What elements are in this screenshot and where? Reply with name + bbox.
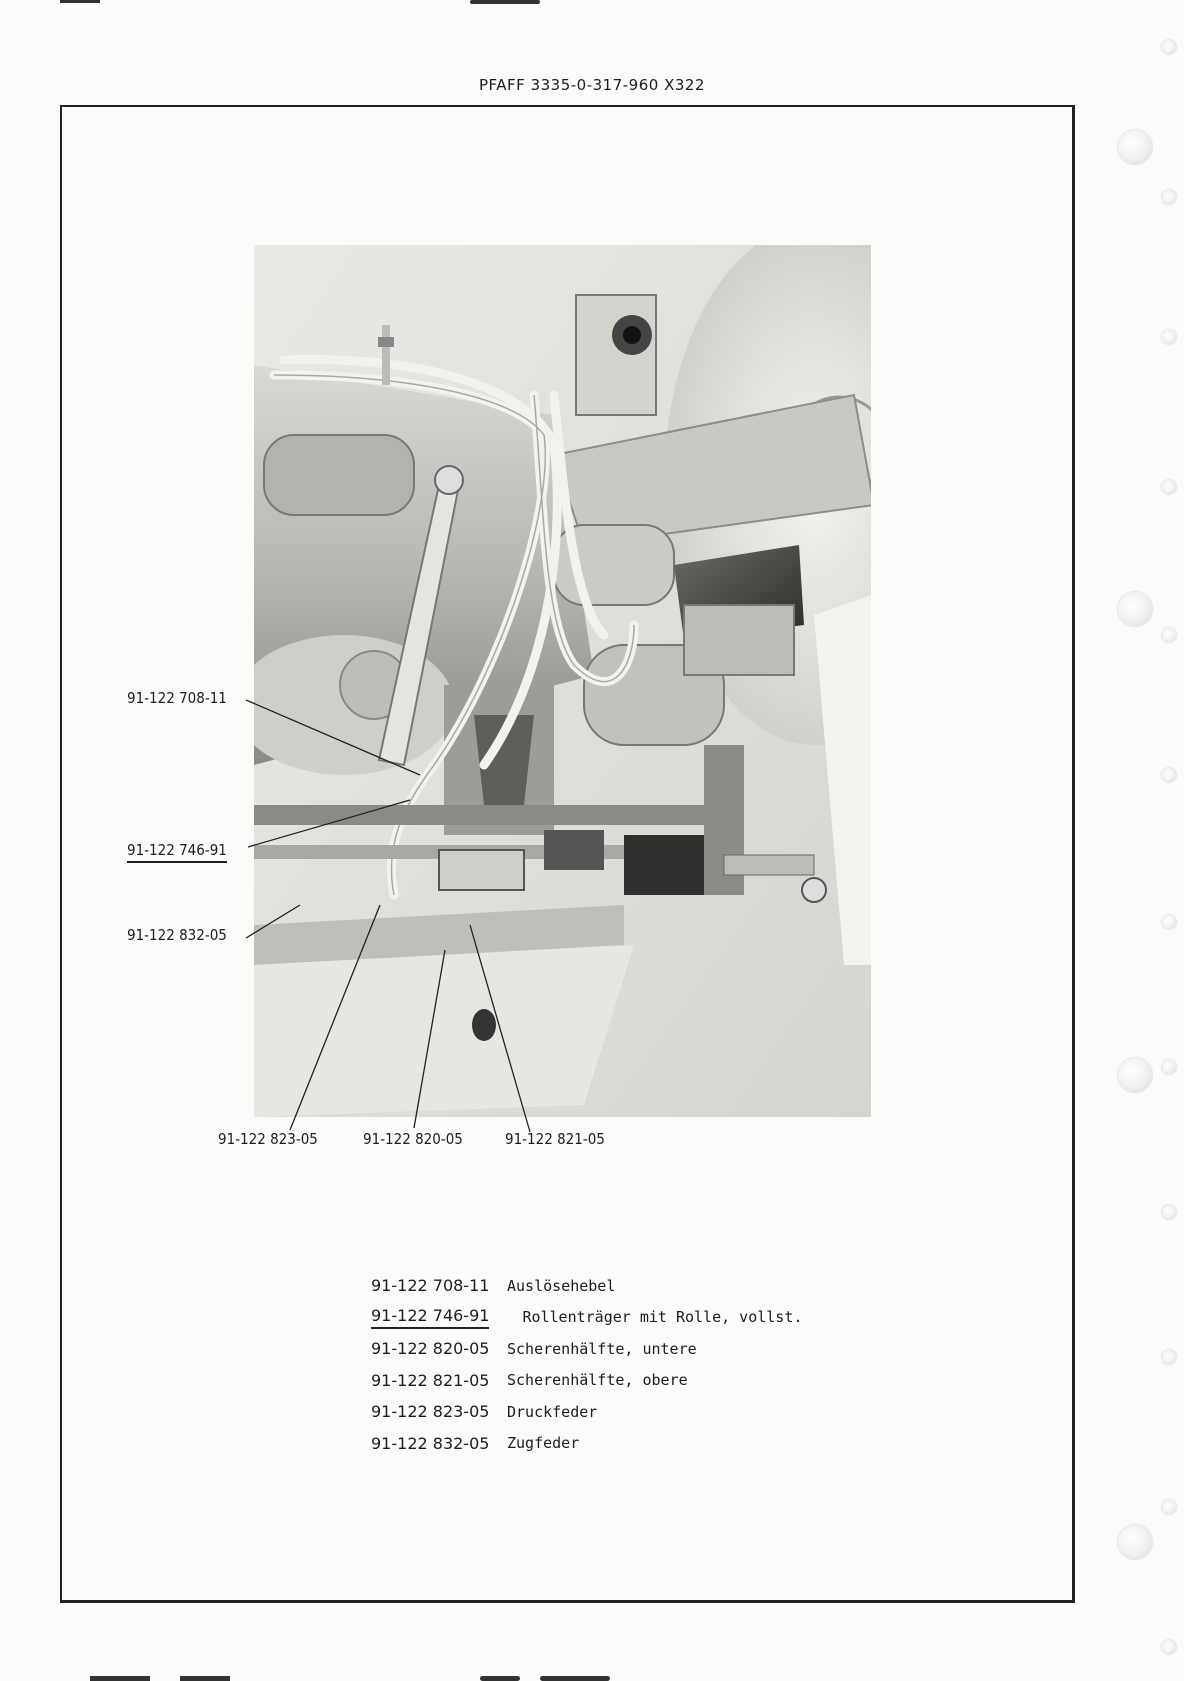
legend-code: 91-122 746-91 xyxy=(371,1306,489,1329)
legend-code: 91-122 823-05 xyxy=(371,1402,490,1422)
callout-832-05: 91-122 832-05 xyxy=(127,926,227,944)
punch-hole xyxy=(1118,130,1152,164)
legend-desc: Zugfeder xyxy=(507,1434,580,1453)
punch-hole xyxy=(1162,915,1176,929)
punch-hole xyxy=(1162,1500,1176,1514)
punch-hole xyxy=(1162,1350,1176,1364)
callout-746-91: 91-122 746-91 xyxy=(127,841,227,863)
scan-mark xyxy=(60,0,100,3)
legend-row xyxy=(371,1302,802,1334)
legend-row xyxy=(371,1333,802,1365)
punch-hole xyxy=(1162,480,1176,494)
scan-mark xyxy=(90,1676,150,1681)
legend-row xyxy=(371,1428,802,1460)
callout-821-05: 91-122 821-05 xyxy=(505,1130,605,1148)
machine-photo xyxy=(254,245,871,1117)
punch-hole xyxy=(1162,628,1176,642)
legend-code: 91-122 832-05 xyxy=(371,1433,490,1453)
legend-desc: Scherenhälfte, obere xyxy=(507,1371,688,1390)
legend-row xyxy=(371,1396,802,1428)
callout-708-11: 91-122 708-11 xyxy=(127,689,227,707)
punch-hole xyxy=(1118,1058,1152,1092)
legend-row xyxy=(371,1270,802,1302)
legend-code: 91-122 820-05 xyxy=(371,1339,490,1359)
punch-hole xyxy=(1162,330,1176,344)
parts-legend xyxy=(371,1270,802,1459)
punch-hole xyxy=(1162,1640,1176,1654)
scan-mark xyxy=(540,1676,610,1681)
punch-hole xyxy=(1162,768,1176,782)
scan-mark xyxy=(480,1676,520,1681)
legend-row xyxy=(371,1365,802,1397)
callout-823-05: 91-122 823-05 xyxy=(218,1130,318,1148)
scan-mark xyxy=(180,1676,230,1681)
legend-desc: Auslösehebel xyxy=(507,1276,616,1295)
punch-hole xyxy=(1118,592,1152,626)
punch-hole xyxy=(1162,1060,1176,1074)
punch-hole xyxy=(1162,190,1176,204)
punch-hole xyxy=(1162,40,1176,54)
legend-desc: Druckfeder xyxy=(507,1402,598,1421)
legend-code: 91-122 708-11 xyxy=(371,1276,490,1296)
punch-hole xyxy=(1118,1525,1152,1559)
legend-code: 91-122 821-05 xyxy=(371,1370,490,1390)
scan-mark xyxy=(470,0,540,4)
document-code: PFAFF 3335-0-317-960 X322 xyxy=(479,76,705,94)
legend-desc: Rollenträger mit Rolle, vollst. xyxy=(522,1308,803,1327)
callout-820-05: 91-122 820-05 xyxy=(363,1130,463,1148)
punch-hole xyxy=(1162,1205,1176,1219)
legend-desc: Scherenhälfte, untere xyxy=(507,1339,697,1358)
